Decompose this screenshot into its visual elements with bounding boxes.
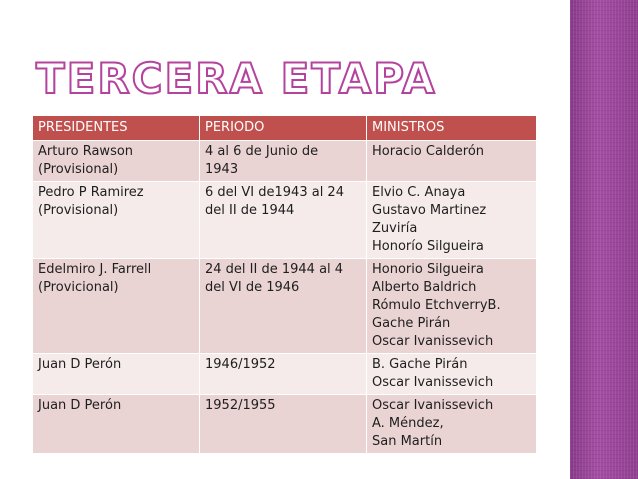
ministers-cell: Honorio Silgueira Alberto Baldrich Rómulo EtchverryB. Gache Pirán Oscar Ivanissevich <box>367 259 537 354</box>
president-cell: Edelmiro J. Farrell (Provicional) <box>33 259 200 354</box>
column-header-presidentes: PRESIDENTES <box>33 116 200 141</box>
ministers-cell: Oscar Ivanissevich A. Méndez, San Martín <box>367 395 537 454</box>
president-cell: Juan D Perón <box>33 395 200 454</box>
table-row <box>33 354 537 395</box>
ministers-cell: B. Gache Pirán Oscar Ivanissevich <box>367 354 537 395</box>
column-header-periodo: PERIODO <box>200 116 367 141</box>
president-cell: Juan D Perón <box>33 354 200 395</box>
table-row <box>33 395 537 454</box>
table-row <box>33 182 537 259</box>
decorative-side-band <box>570 0 638 479</box>
president-cell: Pedro P Ramirez (Provisional) <box>33 182 200 259</box>
slide-title: TERCERA ETAPA <box>36 54 437 103</box>
president-cell: Arturo Rawson (Provisional) <box>33 141 200 182</box>
table-header-row <box>33 116 537 141</box>
table-row <box>33 259 537 354</box>
column-header-ministros: MINISTROS <box>367 116 537 141</box>
period-cell: 1952/1955 <box>200 395 367 454</box>
period-cell: 24 del II de 1944 al 4 del VI de 1946 <box>200 259 367 354</box>
presidents-table <box>32 115 537 454</box>
period-cell: 6 del VI de1943 al 24 del II de 1944 <box>200 182 367 259</box>
ministers-cell: Elvio C. Anaya Gustavo Martinez Zuviría Honorío Silgueira <box>367 182 537 259</box>
table-row <box>33 141 537 182</box>
period-cell: 4 al 6 de Junio de 1943 <box>200 141 367 182</box>
ministers-cell: Horacio Calderón <box>367 141 537 182</box>
period-cell: 1946/1952 <box>200 354 367 395</box>
